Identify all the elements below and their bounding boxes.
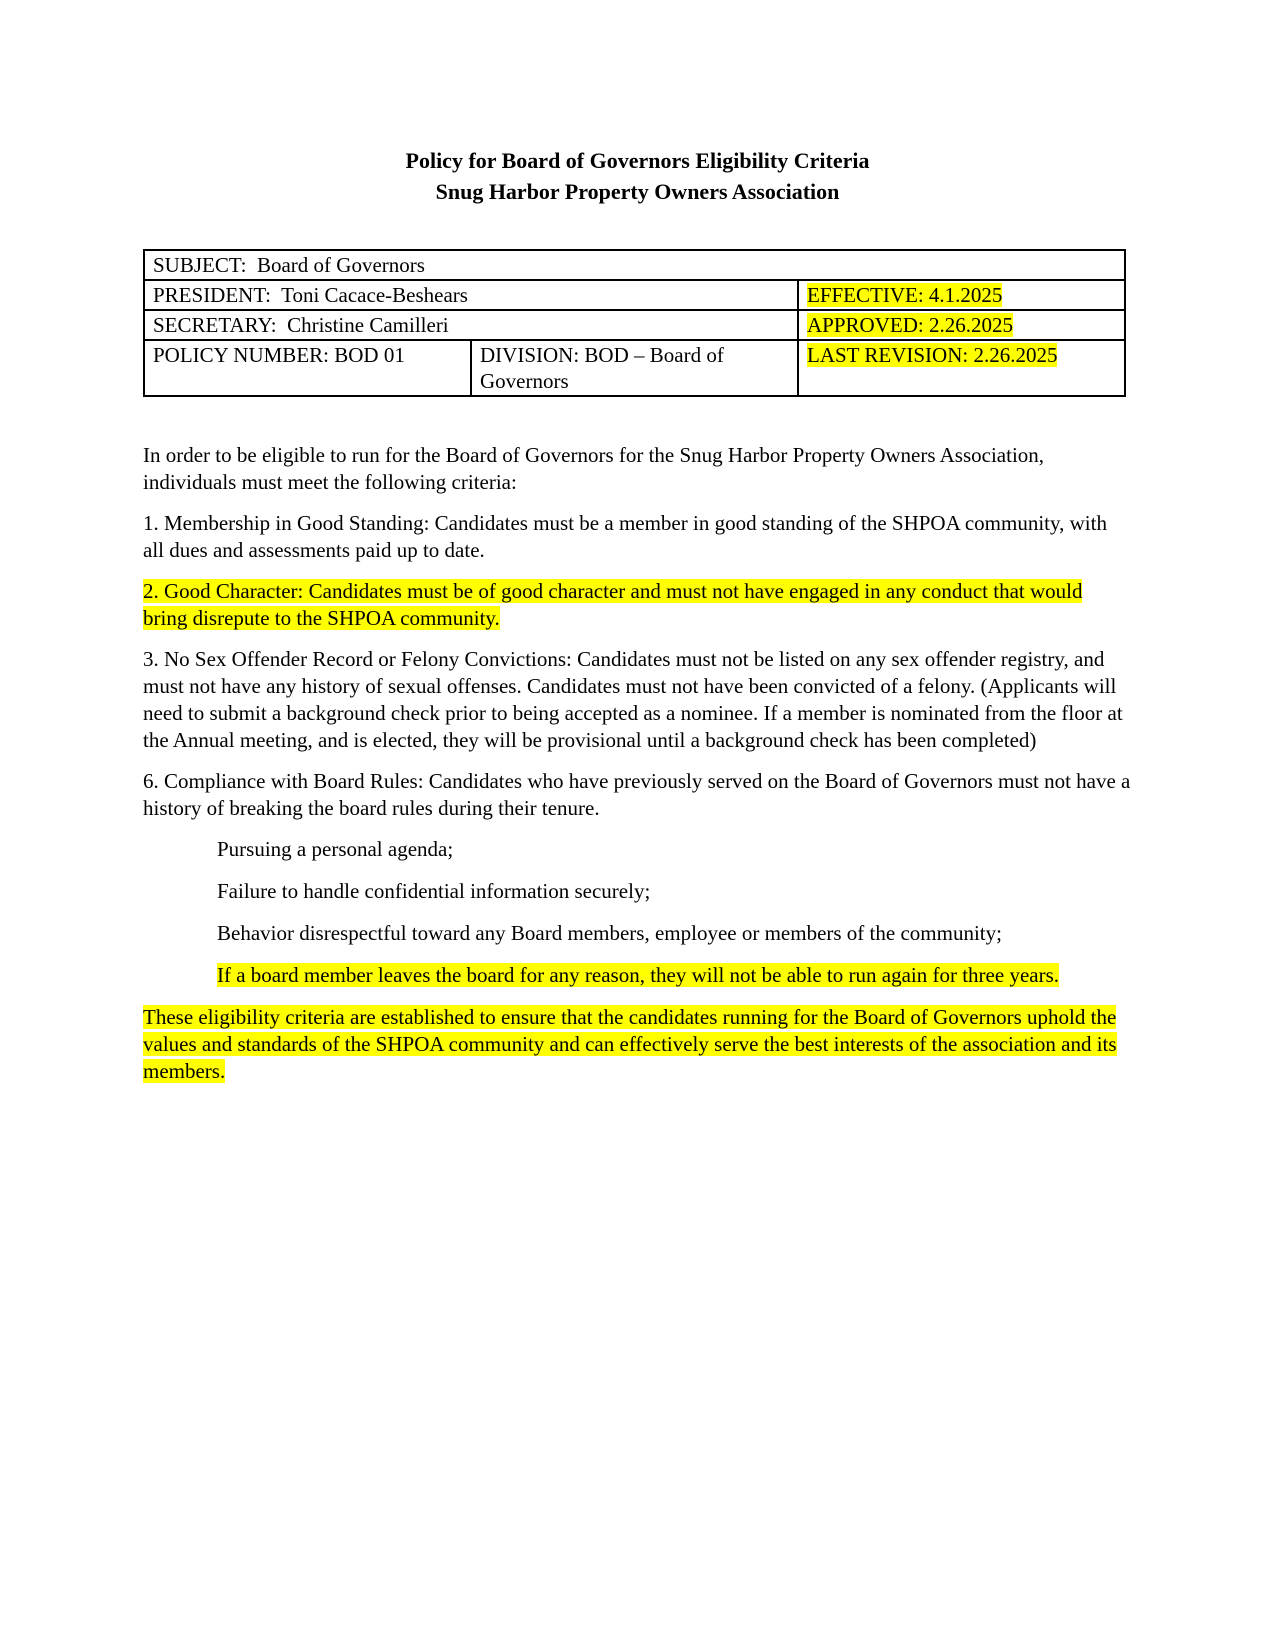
criteria-item-6: 6. Compliance with Board Rules: Candidates who have previously served on the Board of Governors must not have a history of breaking the board rules during their tenure.	[143, 769, 1131, 820]
last-revision-cell	[798, 340, 1125, 396]
closing-paragraph	[143, 1004, 1132, 1085]
approved-highlight: APPROVED: 2.26.2025	[807, 313, 1013, 337]
sub-item-confidential-information: Failure to handle confidential information securely;	[217, 879, 651, 903]
intro-paragraph: In order to be eligible to run for the Board of Governors for the Snug Harbor Property Owners Association, individuals must meet the following criteria:	[143, 443, 1045, 494]
table-row-secretary	[144, 310, 1125, 340]
effective-cell	[798, 280, 1125, 310]
sub-item-disrespectful-behavior: Behavior disrespectful toward any Board members, employee or members of the community;	[217, 921, 1002, 945]
document-title-line1: Policy for Board of Governors Eligibility Criteria	[405, 148, 870, 173]
criteria-item-1: 1. Membership in Good Standing: Candidates must be a member in good standing of the SHPOA community, with all dues and assessments paid up to date.	[143, 511, 1107, 562]
sub-item-leaving-board-highlight: If a board member leaves the board for any reason, they will not be able to run again for three years.	[217, 963, 1059, 987]
closing-paragraph-highlight: These eligibility criteria are established to ensure that the candidates running for the Board of Governors uphold the values and standards of the SHPOA community and can effectively serve the best interests of the association and its members.	[143, 1005, 1117, 1083]
policy-number-cell: POLICY NUMBER: BOD 01	[144, 340, 471, 396]
division-cell: DIVISION: BOD – Board of Governors	[471, 340, 798, 396]
sub-item-personal-agenda: Pursuing a personal agenda;	[217, 837, 454, 861]
policy-header-table	[143, 249, 1126, 397]
approved-cell	[798, 310, 1125, 340]
table-row-president	[144, 280, 1125, 310]
document-title-line2: Snug Harbor Property Owners Association	[435, 179, 840, 204]
table-row-subject	[144, 250, 1125, 280]
document-title	[143, 145, 1132, 207]
president-cell: PRESIDENT: Toni Cacace-Beshears	[144, 280, 798, 310]
criteria-item-3: 3. No Sex Offender Record or Felony Convictions: Candidates must not be listed on any sex offender registry, and must not have any history of sexual offenses. Candidates must not have been convicted of a felony. (Applicants will need to submit a background check prior to being accepted as a nominee. If a member is nominated from the floor at the Annual meeting, and is elected, they will be provisional until a background check has been completed)	[143, 647, 1123, 752]
last-revision-highlight: LAST REVISION: 2.26.2025	[807, 343, 1058, 367]
secretary-cell: SECRETARY: Christine Camilleri	[144, 310, 798, 340]
criteria-item-2	[143, 578, 1132, 632]
criteria-item-2-highlight: 2. Good Character: Candidates must be of good character and must not have engaged in any conduct that would bring disrepute to the SHPOA community.	[143, 579, 1083, 630]
sub-item-leaving-board	[143, 962, 1132, 989]
subject-cell: SUBJECT: Board of Governors	[144, 250, 1125, 280]
effective-highlight: EFFECTIVE: 4.1.2025	[807, 283, 1003, 307]
table-row-policy-number	[144, 340, 1125, 396]
